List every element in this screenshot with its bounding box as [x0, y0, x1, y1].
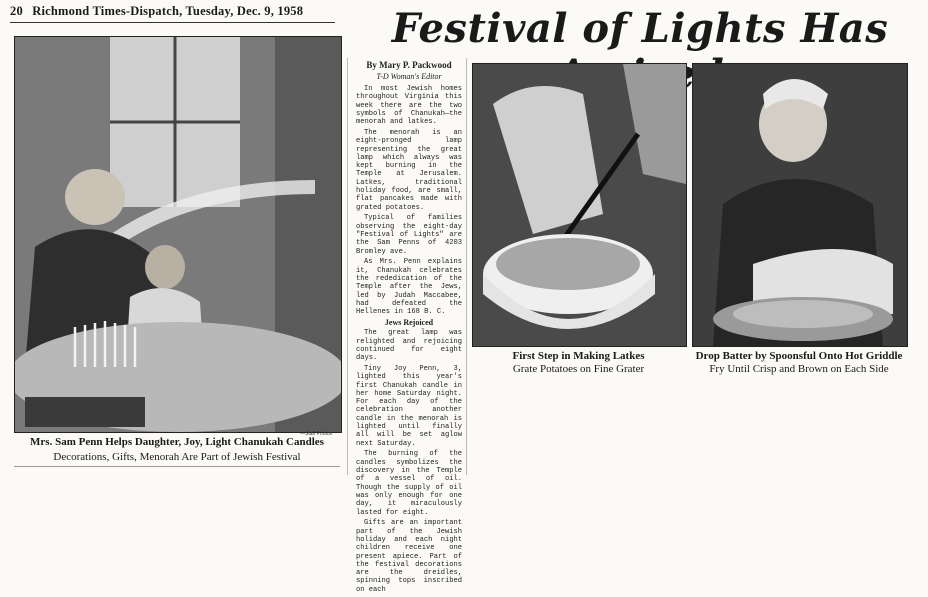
article-paragraph: Typical of families observing the eight-day "Festival of Lights" are the Sam Penns of 4203 Bromley ave. [356, 214, 462, 256]
caption-sub-middle: Grate Potatoes on Fine Grater [512, 363, 645, 375]
headline: Festival of Lights Has [391, 5, 889, 52]
photo-grating-potatoes [472, 63, 687, 347]
photo-credit: —Staff Photos [300, 431, 333, 437]
photo-right-illustration [693, 64, 907, 346]
column-rule-left [347, 58, 348, 475]
photo-mother-daughter-candles [14, 36, 342, 433]
column-rule-right [466, 58, 467, 475]
byline: By Mary P. Packwood [366, 60, 452, 70]
article-paragraph: As Mrs. Penn explains it, Chanukah celebrates the rededication of the Temple after the Jews, led by Judah Maccabee, had defeated the Hellenes in 168 B. C. [356, 258, 462, 317]
caption-title-right: Drop Batter by Spoonsful Onto Hot Griddle [695, 350, 903, 362]
article-paragraph: The menorah is an eight-pronged lamp representing the great lamp which always was kept burning in the Temple at Jerusalem. Latkes, traditional holiday food, are small, flat pancakes made with grated potatoes. [356, 128, 462, 212]
header-rule [10, 22, 335, 23]
article-paragraph: The burning of the candles symbolizes the discovery in the Temple of a vessel of oil. Though the supply of oil was only enough for one day, it miraculously lasted for eight. [356, 450, 462, 517]
article-paragraph: In most Jewish homes throughout Virginia this week there are the two symbols of Chanukah—the menorah and latkes. [356, 85, 462, 127]
masthead: Richmond Times-Dispatch, Tuesday, Dec. 9, 1958 [32, 4, 304, 18]
photo-left-illustration [15, 37, 341, 432]
caption-title-middle: First Step in Making Latkes [512, 350, 645, 362]
article-paragraph: Tiny Joy Penn, 3, lighted this year's first Chanukah candle in her home Saturday night. For each day of the celebration another candle in the menorah is lighted until finally all will be set aglow next Saturday. [356, 365, 462, 448]
article-subhead: Jews Rejoiced [384, 318, 434, 328]
caption-sub-left: Decorations, Gifts, Menorah Are Part of Jewish Festival [53, 451, 301, 463]
page-number: 20 [10, 4, 23, 18]
article-paragraph: The great lamp was relighted and rejoicing continued for eight days. [356, 329, 462, 363]
photo-frying-latkes [692, 63, 908, 347]
article-body [356, 60, 462, 597]
caption-sub-right: Fry Until Crisp and Brown on Each Side [709, 363, 889, 375]
byline-title: T-D Woman's Editor [376, 72, 442, 81]
page-header [10, 4, 303, 19]
caption-rule [14, 466, 340, 467]
photo-middle-illustration [473, 64, 686, 346]
article-paragraph: Gifts are an important part of the Jewish holiday and each night children receive one present apiece. Part of the festival decorations are the dreidles, spinning tops inscribed on each [356, 519, 462, 594]
caption-title-left: Mrs. Sam Penn Helps Daughter, Joy, Light Chanukah Candles [30, 436, 324, 448]
